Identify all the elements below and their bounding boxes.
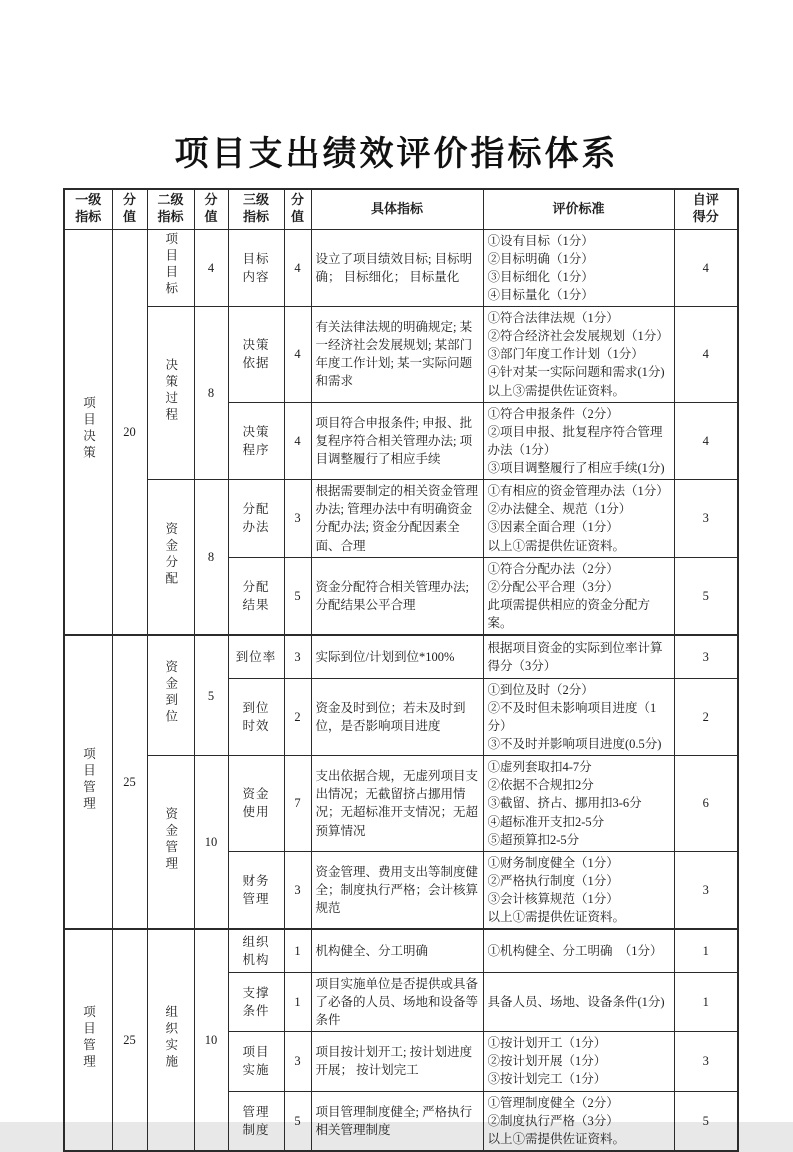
column-header-level3: 三级 指标	[228, 189, 284, 229]
header-row	[64, 189, 738, 229]
cell-specific-indicator: 有关法律法规的明确规定; 某一经济社会发展规划; 某部门年度工作计划; 某一实际问题和需求	[311, 307, 483, 403]
cell-specific-indicator: 设立了项目绩效目标; 目标明确； 目标细化； 目标量化	[311, 229, 483, 307]
cell-specific-indicator: 实际到位/计划到位*100%	[311, 635, 483, 678]
cell-level3-indicator: 分配 结果	[228, 557, 284, 635]
cell-self-score: 6	[674, 756, 738, 852]
table-row	[64, 635, 738, 678]
cell-self-score: 5	[674, 1091, 738, 1151]
table-row	[64, 929, 738, 972]
cell-level3-indicator: 项目 实施	[228, 1032, 284, 1091]
cell-evaluation-criteria: ①设有目标（1分） ②目标明确（1分） ③目标细化（1分） ④目标量化（1分）	[483, 229, 674, 307]
table-row	[64, 307, 738, 403]
cell-level3-score: 5	[284, 557, 311, 635]
cell-level3-score: 4	[284, 229, 311, 307]
cell-level3-indicator: 目标 内容	[228, 229, 284, 307]
cell-level3-score: 3	[284, 851, 311, 929]
cell-evaluation-criteria: ①符合法律法规（1分） ②符合经济社会发展规划（1分） ③部门年度工作计划（1分） ④针对某一实际问题和需求(1分) 以上③需提供佐证资料。	[483, 307, 674, 403]
cell-level3-score: 7	[284, 756, 311, 852]
cell-self-score: 4	[674, 229, 738, 307]
cell-evaluation-criteria: ①财务制度健全（1分） ②严格执行制度（1分） ③会计核算规范（1分） 以上①需提供佐证资料。	[483, 851, 674, 929]
cell-level3-indicator: 管理 制度	[228, 1091, 284, 1151]
cell-evaluation-criteria: 具备人员、场地、设备条件(1分)	[483, 972, 674, 1031]
level2-label: 项目目标	[163, 232, 178, 299]
column-header-specific: 具体指标	[311, 189, 483, 229]
cell-level1-indicator	[64, 929, 112, 1151]
cell-level3-indicator: 到位率	[228, 635, 284, 678]
cell-self-score: 2	[674, 678, 738, 756]
cell-level1-indicator	[64, 635, 112, 929]
level2-label: 资金到位	[163, 660, 178, 727]
cell-level3-indicator: 分配 办法	[228, 480, 284, 558]
cell-self-score: 3	[674, 1032, 738, 1091]
table-row	[64, 756, 738, 852]
cell-level2-score: 8	[194, 480, 228, 636]
page-title: 项目支出绩效评价指标体系	[174, 136, 619, 173]
level2-label: 决策过程	[163, 357, 178, 424]
cell-specific-indicator: 项目实施单位是否提供或具备了必备的人员、场地和设备等条件	[311, 972, 483, 1031]
table-row	[64, 229, 738, 307]
cell-level2-score: 10	[194, 929, 228, 1151]
cell-specific-indicator: 项目管理制度健全; 严格执行相关管理制度	[311, 1091, 483, 1151]
cell-level1-indicator	[64, 229, 112, 635]
level1-label: 项目管理	[81, 1004, 96, 1071]
cell-level3-score: 5	[284, 1091, 311, 1151]
cell-self-score: 4	[674, 402, 738, 480]
cell-level2-score: 10	[194, 756, 228, 930]
cell-evaluation-criteria: ①符合申报条件（2分） ②项目申报、批复程序符合管理办法（1分） ③项目调整履行了相应手续(1分)	[483, 402, 674, 480]
column-header-score3: 分 值	[284, 189, 311, 229]
cell-level2-indicator	[147, 929, 194, 1151]
cell-level2-score: 4	[194, 229, 228, 307]
cell-evaluation-criteria: ①管理制度健全（2分） ②制度执行严格（3分） 以上①需提供佐证资料。	[483, 1091, 674, 1151]
cell-evaluation-criteria: ①机构健全、分工明确 （1分）	[483, 929, 674, 972]
cell-level3-score: 4	[284, 307, 311, 403]
cell-level3-indicator: 决策 依据	[228, 307, 284, 403]
table-row	[64, 480, 738, 558]
cell-level2-indicator	[147, 307, 194, 480]
level1-label: 项目管理	[81, 746, 96, 813]
cell-specific-indicator: 支出依据合规，无虚列项目支出情况；无截留挤占挪用情况；无超标准开支情况；无超预算情况	[311, 756, 483, 852]
cell-level2-indicator	[147, 635, 194, 756]
evaluation-table	[63, 188, 739, 1152]
cell-level3-score: 3	[284, 1032, 311, 1091]
cell-self-score: 3	[674, 851, 738, 929]
cell-level1-score: 25	[112, 635, 147, 929]
cell-level1-score: 25	[112, 929, 147, 1151]
cell-level2-score: 5	[194, 635, 228, 756]
cell-specific-indicator: 资金分配符合相关管理办法; 分配结果公平合理	[311, 557, 483, 635]
cell-level3-indicator: 支撑 条件	[228, 972, 284, 1031]
cell-evaluation-criteria: 根据项目资金的实际到位率计算得分（3分）	[483, 635, 674, 678]
cell-level3-indicator: 到位 时效	[228, 678, 284, 756]
cell-specific-indicator: 资金管理、费用支出等制度健全；制度执行严格；会计核算规范	[311, 851, 483, 929]
cell-level3-score: 2	[284, 678, 311, 756]
cell-specific-indicator: 资金及时到位；若未及时到位，是否影响项目进度	[311, 678, 483, 756]
cell-self-score: 3	[674, 480, 738, 558]
cell-evaluation-criteria: ①到位及时（2分） ②不及时但未影响项目进度（1分） ③不及时并影响项目进度(0.5分)	[483, 678, 674, 756]
cell-level2-indicator	[147, 756, 194, 930]
column-header-score2: 分 值	[194, 189, 228, 229]
column-header-level1: 一级 指标	[64, 189, 112, 229]
level2-label: 组织实施	[163, 1004, 178, 1071]
cell-self-score: 1	[674, 929, 738, 972]
cell-evaluation-criteria: ①按计划开工（1分） ②按计划开展（1分） ③按计划完工（1分）	[483, 1032, 674, 1091]
cell-self-score: 3	[674, 635, 738, 678]
cell-self-score: 5	[674, 557, 738, 635]
cell-evaluation-criteria: ①有相应的资金管理办法（1分） ②办法健全、规范（1分） ③因素全面合理（1分） 以上①需提供佐证资料。	[483, 480, 674, 558]
column-header-level2: 二级 指标	[147, 189, 194, 229]
cell-specific-indicator: 项目按计划开工; 按计划进度开展； 按计划完工	[311, 1032, 483, 1091]
cell-level3-score: 1	[284, 929, 311, 972]
cell-level3-indicator: 财务 管理	[228, 851, 284, 929]
cell-level3-indicator: 决策 程序	[228, 402, 284, 480]
cell-evaluation-criteria: ①虚列套取扣4-7分 ②依据不合规扣2分 ③截留、挤占、挪用扣3-6分 ④超标准开支扣2-5分 ⑤超预算扣2-5分	[483, 756, 674, 852]
cell-level2-indicator	[147, 480, 194, 636]
cell-level2-indicator	[147, 229, 194, 307]
cell-level2-score: 8	[194, 307, 228, 480]
cell-level3-score: 3	[284, 480, 311, 558]
cell-evaluation-criteria: ①符合分配办法（2分） ②分配公平合理（3分） 此项需提供相应的资金分配方案。	[483, 557, 674, 635]
cell-specific-indicator: 机构健全、分工明确	[311, 929, 483, 972]
cell-self-score: 4	[674, 307, 738, 403]
cell-self-score: 1	[674, 972, 738, 1031]
level2-label: 资金分配	[163, 521, 178, 588]
column-header-self-score: 自评 得分	[674, 189, 738, 229]
cell-level3-score: 3	[284, 635, 311, 678]
column-header-criteria: 评价标准	[483, 189, 674, 229]
column-header-score1: 分 值	[112, 189, 147, 229]
cell-level3-indicator: 资金 使用	[228, 756, 284, 852]
cell-level3-score: 4	[284, 402, 311, 480]
cell-specific-indicator: 项目符合申报条件; 申报、批复程序符合相关管理办法; 项目调整履行了相应手续	[311, 402, 483, 480]
level1-label: 项目决策	[81, 396, 96, 463]
cell-level3-indicator: 组织 机构	[228, 929, 284, 972]
cell-specific-indicator: 根据需要制定的相关资金管理办法; 管理办法中有明确资金分配办法; 资金分配因素全面、合理	[311, 480, 483, 558]
level2-label: 资金管理	[163, 806, 178, 873]
cell-level1-score: 20	[112, 229, 147, 635]
cell-level3-score: 1	[284, 972, 311, 1031]
